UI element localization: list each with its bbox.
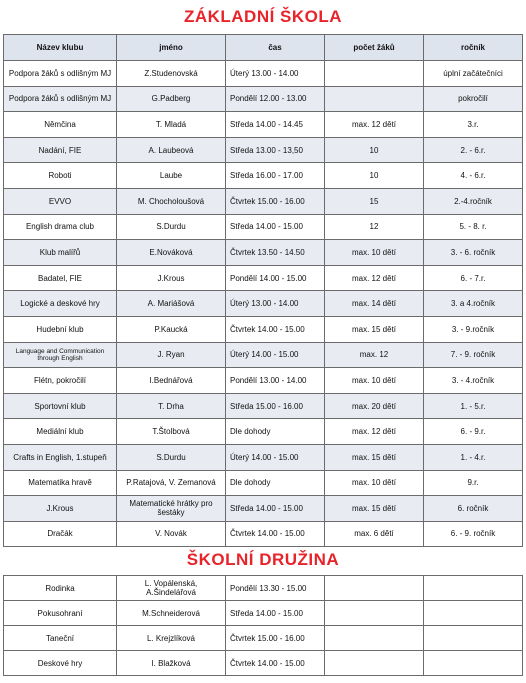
cell-nazev: Matematika hravě [4,470,117,496]
table-row [4,112,523,138]
cell-cas: Čtvrtek 15.00 - 16.00 [226,188,325,214]
cell-cas: Úterý 14.00 - 15.00 [226,444,325,470]
cell-pocet [325,601,424,626]
cell-pocet: max. 12 dětí [325,265,424,291]
cell-cas: Úterý 13.00 - 14.00 [226,291,325,317]
column-header-pocet: počet žáků [325,35,424,61]
cell-nazev: Crafts in English, 1.stupeň [4,444,117,470]
cell-rocnik: úplní začátečníci [424,61,523,87]
cell-rocnik [424,576,523,601]
cell-rocnik: 9.r. [424,470,523,496]
cell-jmeno: P.Ratajová, V. Zemanová [117,470,226,496]
cell-cas: Středa 13.00 - 13,50 [226,137,325,163]
cell-rocnik: 2. - 6.r. [424,137,523,163]
cell-pocet [325,626,424,651]
cell-jmeno: S.Durdu [117,444,226,470]
column-header-rocnik: ročník [424,35,523,61]
cell-rocnik: 4. - 6.r. [424,163,523,189]
cell-nazev: English drama club [4,214,117,240]
cell-cas: Středa 14.00 - 14.45 [226,112,325,138]
table-row [4,342,523,368]
cell-pocet: max. 12 [325,342,424,368]
cell-pocet: max. 15 dětí [325,444,424,470]
cell-rocnik: 1. - 5.r. [424,393,523,419]
cell-nazev: Pokusohraní [4,601,117,626]
cell-rocnik: 3. - 9.ročník [424,316,523,342]
cell-jmeno: A. Laubeová [117,137,226,163]
cell-pocet: max. 12 dětí [325,419,424,445]
cell-rocnik: 3. - 6. ročník [424,240,523,266]
cell-cas: Čtvrtek 14.00 - 15.00 [226,316,325,342]
cell-nazev: Nadání, FIE [4,137,117,163]
cell-pocet: max. 10 dětí [325,240,424,266]
cell-jmeno: L. Vopálenská, A.Šindelářová [117,576,226,601]
table-row [4,316,523,342]
cell-rocnik: 6. - 9. ročník [424,521,523,547]
cell-cas: Pondělí 12.00 - 13.00 [226,86,325,112]
cell-cas: Čtvrtek 13.50 - 14.50 [226,240,325,266]
table-row [4,265,523,291]
table-row [4,291,523,317]
column-header-cas: čas [226,35,325,61]
cell-jmeno: J. Ryan [117,342,226,368]
table-header-row [4,35,523,61]
cell-pocet: 15 [325,188,424,214]
cell-pocet: max. 12 dětí [325,112,424,138]
cell-nazev: Logické a deskové hry [4,291,117,317]
cell-jmeno: T. Mladá [117,112,226,138]
cell-nazev: Němčina [4,112,117,138]
cell-nazev: Flétn, pokročilí [4,368,117,394]
table-row [4,576,523,601]
table-row [4,240,523,266]
table-row [4,521,523,547]
page-title: ZÁKLADNÍ ŠKOLA [183,7,343,26]
cell-jmeno: T.Štolbová [117,419,226,445]
cell-nazev: J.Krous [4,496,117,522]
cell-rocnik: 3. - 4.ročník [424,368,523,394]
cell-rocnik: 6. ročník [424,496,523,522]
cell-nazev: Mediální klub [4,419,117,445]
cell-nazev: Badatel, FIE [4,265,117,291]
cell-jmeno: Z.Studenovská [117,61,226,87]
cell-rocnik: 6. - 9.r. [424,419,523,445]
cell-jmeno: V. Novák [117,521,226,547]
cell-cas: Středa 14.00 - 15.00 [226,214,325,240]
table-row [4,188,523,214]
cell-pocet: max. 10 dětí [325,470,424,496]
cell-pocet: 12 [325,214,424,240]
club-table [3,34,523,547]
cell-jmeno: I. Blažková [117,651,226,676]
table-row [4,651,523,676]
cell-rocnik: 7. - 9. ročník [424,342,523,368]
druzina-table [3,575,523,676]
table-row [4,419,523,445]
cell-rocnik: 2.-4.ročník [424,188,523,214]
cell-nazev: Podpora žáků s odlišným MJ [4,61,117,87]
cell-cas: Pondělí 14.00 - 15.00 [226,265,325,291]
cell-cas: Čtvrtek 14.00 - 15.00 [226,651,325,676]
cell-jmeno: L. Krejzlíková [117,626,226,651]
table-row [4,601,523,626]
cell-rocnik: 6. - 7.r. [424,265,523,291]
cell-cas: Středa 14.00 - 15.00 [226,496,325,522]
cell-jmeno: P.Kaucká [117,316,226,342]
cell-rocnik: 5. - 8. r. [424,214,523,240]
cell-pocet: max. 15 dětí [325,316,424,342]
cell-rocnik [424,601,523,626]
table-row [4,444,523,470]
table-row [4,470,523,496]
cell-cas: Pondělí 13.30 - 15.00 [226,576,325,601]
cell-nazev: Klub malířů [4,240,117,266]
cell-rocnik: pokročilí [424,86,523,112]
cell-nazev: Hudební klub [4,316,117,342]
cell-cas: Čtvrtek 14.00 - 15.00 [226,521,325,547]
cell-rocnik: 3. a 4.ročník [424,291,523,317]
cell-jmeno: M.Schneiderová [117,601,226,626]
column-header-nazev: Název klubu [4,35,117,61]
cell-cas: Středa 15.00 - 16.00 [226,393,325,419]
cell-jmeno: E.Nováková [117,240,226,266]
cell-jmeno: Laube [117,163,226,189]
cell-jmeno: T. Drha [117,393,226,419]
cell-cas: Úterý 14.00 - 15.00 [226,342,325,368]
cell-cas: Pondělí 13.00 - 14.00 [226,368,325,394]
cell-pocet: 10 [325,137,424,163]
table-row [4,214,523,240]
cell-pocet: max. 20 dětí [325,393,424,419]
cell-jmeno: I.Bednářová [117,368,226,394]
cell-cas: Středa 16.00 - 17.00 [226,163,325,189]
cell-jmeno: S.Durdu [117,214,226,240]
cell-pocet [325,576,424,601]
cell-pocet [325,651,424,676]
cell-cas: Dle dohody [226,419,325,445]
cell-pocet: max. 6 dětí [325,521,424,547]
cell-nazev: Rodinka [4,576,117,601]
cell-pocet [325,86,424,112]
cell-pocet: max. 14 dětí [325,291,424,317]
cell-pocet [325,61,424,87]
table-row [4,163,523,189]
cell-nazev: Podpora žáků s odlišným MJ [4,86,117,112]
table-row [4,61,523,87]
table-row [4,393,523,419]
table-row [4,626,523,651]
cell-rocnik: 3.r. [424,112,523,138]
cell-nazev: Dračák [4,521,117,547]
section-title: ŠKOLNÍ DRUŽINA [186,550,340,569]
cell-nazev: Roboti [4,163,117,189]
cell-cas: Středa 14.00 - 15.00 [226,601,325,626]
cell-pocet: max. 10 dětí [325,368,424,394]
cell-nazev: Taneční [4,626,117,651]
cell-jmeno: J.Krous [117,265,226,291]
cell-nazev: EVVO [4,188,117,214]
cell-nazev: Language and Communication through English [4,342,117,368]
cell-jmeno: Matematické hrátky pro šestáky [117,496,226,522]
cell-cas: Úterý 13.00 - 14.00 [226,61,325,87]
cell-jmeno: M. Chocholoušová [117,188,226,214]
cell-rocnik [424,626,523,651]
cell-jmeno: G.Padberg [117,86,226,112]
cell-nazev: Sportovní klub [4,393,117,419]
cell-rocnik [424,651,523,676]
cell-rocnik: 1. - 4.r. [424,444,523,470]
cell-nazev: Deskové hry [4,651,117,676]
cell-cas: Čtvrtek 15.00 - 16.00 [226,626,325,651]
cell-jmeno: A. Mariášová [117,291,226,317]
table-row [4,137,523,163]
table-row [4,496,523,522]
cell-cas: Dle dohody [226,470,325,496]
cell-pocet: 10 [325,163,424,189]
cell-pocet: max. 15 dětí [325,496,424,522]
column-header-jmeno: jméno [117,35,226,61]
table-row [4,368,523,394]
table-row [4,86,523,112]
